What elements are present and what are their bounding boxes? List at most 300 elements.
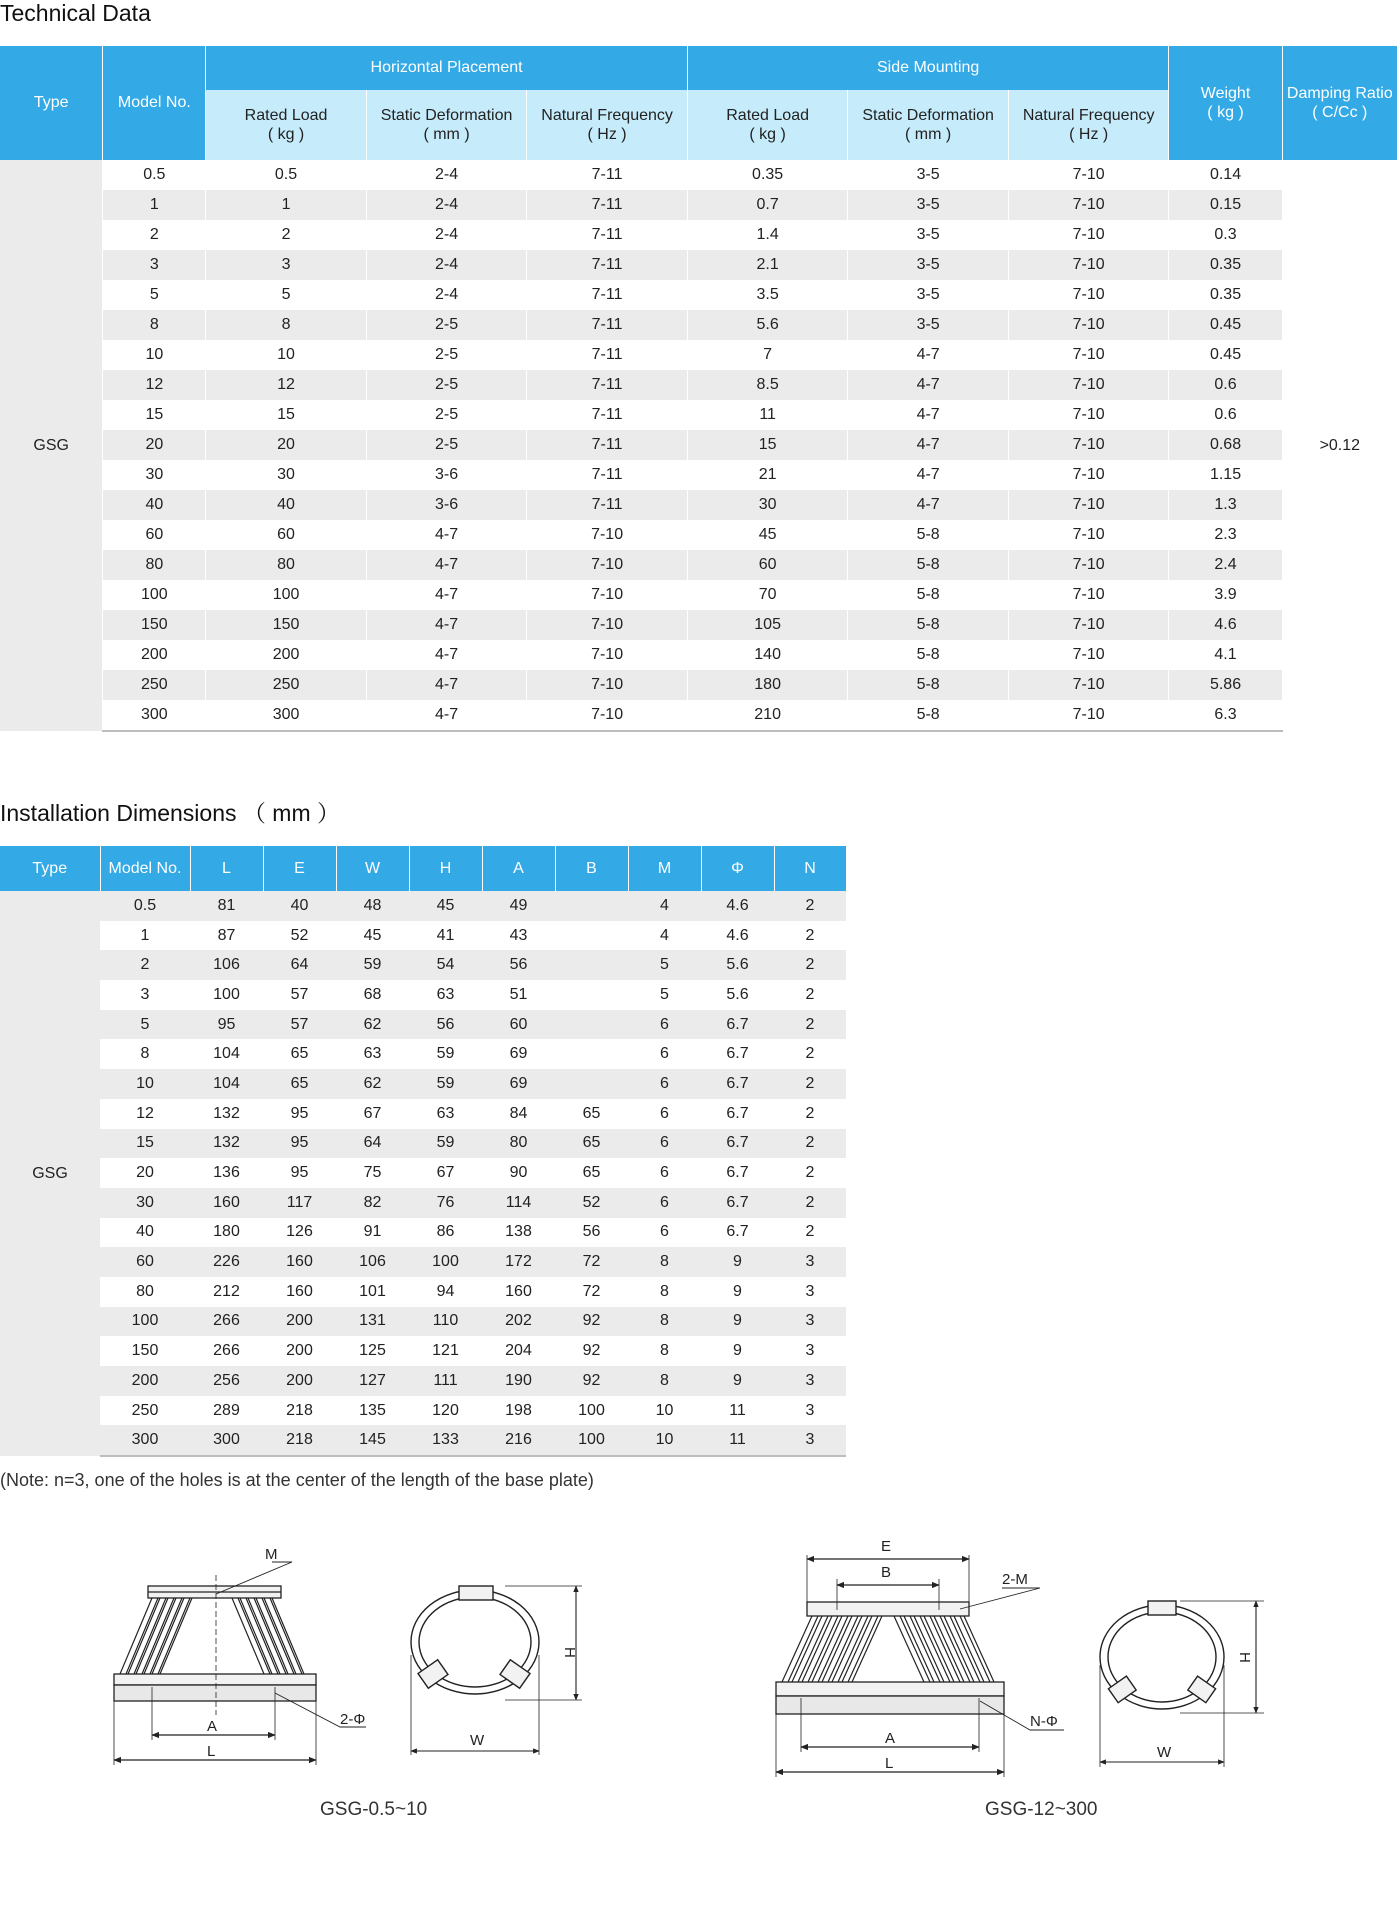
table-cell: 5-8 bbox=[848, 640, 1009, 670]
table-cell: 5-8 bbox=[848, 700, 1009, 731]
table-cell: 2-4 bbox=[366, 250, 527, 280]
table-cell: 250 bbox=[131, 1401, 159, 1419]
table-cell: 5 bbox=[660, 985, 669, 1003]
table-cell: 40 bbox=[206, 490, 367, 520]
table-cell: 30 bbox=[687, 490, 848, 520]
table-cell: 121 bbox=[432, 1342, 459, 1360]
table-cell: 5-8 bbox=[848, 610, 1009, 640]
technical-data-table bbox=[0, 46, 1398, 732]
col-model: Model No. bbox=[103, 46, 206, 160]
table-cell: 80 bbox=[206, 550, 367, 580]
installation-header-row bbox=[0, 846, 846, 891]
table-cell: 3 bbox=[774, 1307, 846, 1337]
table-cell: 56 bbox=[582, 1223, 601, 1241]
table-cell: 101 bbox=[359, 1282, 386, 1300]
column-header: B bbox=[555, 846, 628, 891]
large-label-m: 2-M bbox=[1002, 1571, 1028, 1588]
table-cell bbox=[555, 921, 628, 951]
table-cell: 45 bbox=[409, 891, 482, 921]
table-row bbox=[0, 520, 1398, 550]
table-cell: 2 bbox=[774, 1069, 846, 1099]
table-cell: 4.6 bbox=[701, 891, 774, 921]
table-cell: 15 bbox=[206, 400, 367, 430]
table-cell: 0.35 bbox=[687, 160, 848, 190]
table-cell: 65 bbox=[582, 1164, 601, 1182]
table-cell: 2.4 bbox=[1169, 550, 1282, 580]
table-cell: 4.6 bbox=[726, 926, 749, 944]
table-cell: 68 bbox=[363, 985, 382, 1003]
table-cell: 67 bbox=[436, 1164, 455, 1182]
table-cell: 10 bbox=[628, 1425, 701, 1456]
table-cell: 4-7 bbox=[848, 370, 1009, 400]
table-cell: 9 bbox=[701, 1307, 774, 1337]
table-row bbox=[0, 1247, 846, 1277]
table-cell: 4-7 bbox=[848, 400, 1009, 430]
column-header: A bbox=[482, 846, 555, 891]
table-cell: 8 bbox=[103, 310, 206, 340]
table-cell: 6.7 bbox=[701, 1129, 774, 1159]
table-cell: 5.6 bbox=[701, 950, 774, 980]
table-cell: 7-10 bbox=[1008, 520, 1169, 550]
table-cell: 7-10 bbox=[1008, 460, 1169, 490]
table-cell: 57 bbox=[290, 985, 309, 1003]
table-cell: 4.1 bbox=[1169, 640, 1282, 670]
table-cell: 8 bbox=[628, 1247, 701, 1277]
column-header: E bbox=[263, 846, 336, 891]
table-cell: 7-10 bbox=[1008, 250, 1169, 280]
table-cell: 2.1 bbox=[687, 250, 848, 280]
table-cell: 6 bbox=[628, 1129, 701, 1159]
table-cell: 7-10 bbox=[527, 640, 688, 670]
table-cell: 3 bbox=[805, 1342, 815, 1360]
table-row bbox=[0, 891, 846, 921]
table-cell: 4-7 bbox=[366, 550, 527, 580]
table-cell: 8 bbox=[628, 1307, 701, 1337]
table-cell: 12 bbox=[206, 370, 367, 400]
table-cell: 1.4 bbox=[687, 220, 848, 250]
table-cell: 80 bbox=[136, 1282, 154, 1300]
small-mount-front-view bbox=[114, 1562, 366, 1765]
column-header: M bbox=[628, 846, 701, 891]
table-cell: 300 bbox=[103, 700, 206, 731]
table-cell: 65 bbox=[290, 1045, 309, 1063]
small-label-m: M bbox=[265, 1546, 278, 1563]
table-cell: 2-5 bbox=[366, 310, 527, 340]
table-row bbox=[0, 1277, 846, 1307]
table-cell: 3-5 bbox=[848, 160, 1009, 190]
table-cell: 60 bbox=[206, 520, 367, 550]
table-row bbox=[0, 310, 1398, 340]
table-cell: 4-7 bbox=[366, 520, 527, 550]
group-side: Side Mounting bbox=[687, 46, 1169, 90]
table-cell: 60 bbox=[103, 520, 206, 550]
table-cell: 5-8 bbox=[848, 520, 1009, 550]
table-cell: 266 bbox=[213, 1342, 240, 1360]
table-cell: 7-11 bbox=[527, 250, 688, 280]
table-cell: 289 bbox=[213, 1401, 240, 1419]
table-cell: 15 bbox=[103, 400, 206, 430]
table-cell: 7-10 bbox=[527, 550, 688, 580]
table-cell: 0.68 bbox=[1169, 430, 1282, 460]
table-row bbox=[0, 370, 1398, 400]
table-cell: 7-10 bbox=[1008, 400, 1169, 430]
table-cell: 131 bbox=[336, 1307, 409, 1337]
table-cell: 40 bbox=[263, 891, 336, 921]
small-mount-side-view bbox=[411, 1586, 582, 1755]
table-cell: 65 bbox=[555, 1129, 628, 1159]
table-row bbox=[0, 490, 1398, 520]
table-cell: 266 bbox=[190, 1307, 263, 1337]
table-cell: 4 bbox=[660, 926, 669, 944]
table-cell: 62 bbox=[336, 1010, 409, 1040]
table-cell: 104 bbox=[190, 1069, 263, 1099]
table-cell: 100 bbox=[100, 1307, 190, 1337]
table-cell bbox=[555, 980, 628, 1010]
table-cell: 250 bbox=[103, 670, 206, 700]
large-label-b: B bbox=[881, 1564, 892, 1581]
table-cell: 10 bbox=[655, 1401, 674, 1419]
table-cell: 2 bbox=[774, 891, 846, 921]
table-cell: 95 bbox=[263, 1129, 336, 1159]
table-cell: 0.35 bbox=[1169, 280, 1282, 310]
table-cell: 3-6 bbox=[366, 490, 527, 520]
table-cell: 7-11 bbox=[527, 490, 688, 520]
table-cell: 138 bbox=[505, 1223, 532, 1241]
table-cell: 7-10 bbox=[1008, 280, 1169, 310]
table-cell: 4-7 bbox=[366, 640, 527, 670]
table-cell: 2-4 bbox=[366, 220, 527, 250]
table-cell: 92 bbox=[582, 1342, 601, 1360]
table-cell: 67 bbox=[363, 1104, 382, 1122]
table-cell: 5 bbox=[100, 1010, 190, 1040]
table-cell: 2-5 bbox=[366, 400, 527, 430]
table-cell: 80 bbox=[103, 550, 206, 580]
table-cell: 0.14 bbox=[1169, 160, 1282, 190]
table-row bbox=[0, 700, 1398, 731]
table-cell: 190 bbox=[482, 1366, 555, 1396]
table-cell: 12 bbox=[136, 1104, 154, 1122]
table-cell: 106 bbox=[336, 1247, 409, 1277]
table-cell: 30 bbox=[100, 1188, 190, 1218]
table-cell: 84 bbox=[509, 1104, 528, 1122]
table-cell bbox=[555, 1069, 628, 1099]
table-cell: 256 bbox=[190, 1366, 263, 1396]
small-mount-caption: GSG-0.5~10 bbox=[320, 1799, 428, 1820]
table-cell: 9 bbox=[733, 1282, 742, 1300]
small-label-phi: 2-Φ bbox=[340, 1711, 366, 1728]
table-cell: 60 bbox=[482, 1010, 555, 1040]
table-cell: 2 bbox=[805, 1104, 815, 1122]
table-cell: 3-5 bbox=[848, 190, 1009, 220]
table-cell: 7-10 bbox=[1008, 550, 1169, 580]
table-cell: 2 bbox=[100, 950, 190, 980]
table-cell: 7-11 bbox=[527, 430, 688, 460]
table-cell: 7 bbox=[687, 340, 848, 370]
table-cell: 200 bbox=[103, 640, 206, 670]
table-cell: 7-10 bbox=[1008, 700, 1169, 731]
table-cell: 60 bbox=[687, 550, 848, 580]
table-row bbox=[0, 1307, 846, 1337]
table-cell: 3.5 bbox=[687, 280, 848, 310]
table-row bbox=[0, 980, 846, 1010]
table-cell: 5 bbox=[206, 280, 367, 310]
table-cell: 0.45 bbox=[1169, 310, 1282, 340]
table-cell: 11 bbox=[729, 1401, 746, 1419]
table-cell: 21 bbox=[687, 460, 848, 490]
table-cell: 0.5 bbox=[103, 160, 206, 190]
table-cell: 7-10 bbox=[1008, 490, 1169, 520]
table-cell: 0.3 bbox=[1169, 220, 1282, 250]
table-cell: 52 bbox=[555, 1188, 628, 1218]
table-cell: 2-5 bbox=[366, 370, 527, 400]
table-cell: 2-4 bbox=[366, 160, 527, 190]
table-cell: 8 bbox=[660, 1342, 669, 1360]
table-cell: 106 bbox=[190, 950, 263, 980]
table-cell: 95 bbox=[290, 1104, 309, 1122]
table-cell: 4-7 bbox=[366, 670, 527, 700]
table-cell: 7-10 bbox=[1008, 190, 1169, 220]
table-cell: 3 bbox=[774, 1247, 846, 1277]
table-cell: 0.15 bbox=[1169, 190, 1282, 220]
installation-note: (Note: n=3, one of the holes is at the center of the length of the base plate) bbox=[0, 1470, 594, 1490]
table-cell: 2 bbox=[805, 926, 815, 944]
table-row bbox=[0, 1010, 846, 1040]
table-cell: 65 bbox=[263, 1069, 336, 1099]
column-header: Φ bbox=[701, 846, 774, 891]
table-cell: 86 bbox=[436, 1223, 455, 1241]
table-cell: 100 bbox=[103, 580, 206, 610]
large-mount-caption: GSG-12~300 bbox=[985, 1799, 1098, 1820]
table-cell: 81 bbox=[190, 891, 263, 921]
table-cell: 12 bbox=[103, 370, 206, 400]
table-cell: 3 bbox=[140, 985, 150, 1003]
table-cell: 7-10 bbox=[527, 700, 688, 731]
table-cell: 91 bbox=[363, 1223, 382, 1241]
col-s-rated-load: Rated Load ( kg ) bbox=[687, 90, 848, 160]
table-cell: 6 bbox=[628, 1010, 701, 1040]
table-cell: 62 bbox=[336, 1069, 409, 1099]
table-cell: 63 bbox=[363, 1045, 382, 1063]
table-cell: 4.6 bbox=[1169, 610, 1282, 640]
table-cell: 11 bbox=[687, 400, 848, 430]
table-cell: 5 bbox=[103, 280, 206, 310]
table-cell: 72 bbox=[555, 1247, 628, 1277]
large-label-l: L bbox=[885, 1755, 894, 1772]
installation-dimension-rows bbox=[0, 891, 846, 1456]
table-cell: 82 bbox=[336, 1188, 409, 1218]
table-cell: 150 bbox=[206, 610, 367, 640]
table-cell: 7-10 bbox=[527, 610, 688, 640]
table-cell: 180 bbox=[687, 670, 848, 700]
table-cell: 132 bbox=[213, 1104, 240, 1122]
table-cell: 2 bbox=[774, 1188, 846, 1218]
table-cell bbox=[555, 891, 628, 921]
table-cell: 6.7 bbox=[701, 1188, 774, 1218]
col-h-natural-frequency: Natural Frequency ( Hz ) bbox=[527, 90, 688, 160]
table-cell: 126 bbox=[286, 1223, 313, 1241]
table-cell: 100 bbox=[206, 580, 367, 610]
table-cell: 7-11 bbox=[527, 340, 688, 370]
table-cell: 59 bbox=[436, 1045, 455, 1063]
table-cell: 4-7 bbox=[848, 490, 1009, 520]
table-cell: 172 bbox=[482, 1247, 555, 1277]
table-cell: 20 bbox=[103, 430, 206, 460]
table-cell: 110 bbox=[409, 1307, 482, 1337]
table-cell: 3 bbox=[805, 1401, 815, 1419]
table-cell: 210 bbox=[687, 700, 848, 731]
table-cell: 65 bbox=[582, 1104, 601, 1122]
table-cell: 7-11 bbox=[527, 310, 688, 340]
table-cell: 6 bbox=[660, 1104, 669, 1122]
table-cell: 9 bbox=[701, 1366, 774, 1396]
installation-drawings bbox=[0, 1515, 1400, 1805]
table-cell: 6.7 bbox=[726, 1164, 749, 1182]
large-mount-front-view bbox=[776, 1555, 1064, 1777]
table-cell: 95 bbox=[290, 1164, 309, 1182]
col-s-static-deformation: Static Deformation ( mm ) bbox=[848, 90, 1009, 160]
table-cell: 200 bbox=[100, 1366, 190, 1396]
table-row bbox=[0, 340, 1398, 370]
installation-dimensions-table bbox=[0, 846, 847, 1457]
table-cell: 7-11 bbox=[527, 160, 688, 190]
table-cell: 10 bbox=[206, 340, 367, 370]
table-cell: 150 bbox=[103, 610, 206, 640]
table-cell: 92 bbox=[555, 1307, 628, 1337]
table-cell: 72 bbox=[582, 1282, 601, 1300]
table-cell: 7-11 bbox=[527, 280, 688, 310]
table-cell: 202 bbox=[482, 1307, 555, 1337]
table-row bbox=[0, 400, 1398, 430]
table-cell: 87 bbox=[217, 926, 236, 944]
table-cell: 9 bbox=[733, 1342, 742, 1360]
table-cell: 3-5 bbox=[848, 250, 1009, 280]
column-header: H bbox=[409, 846, 482, 891]
table-cell: 9 bbox=[701, 1247, 774, 1277]
table-row bbox=[0, 1039, 846, 1069]
table-cell: 43 bbox=[509, 926, 528, 944]
table-cell: 56 bbox=[482, 950, 555, 980]
table-row bbox=[0, 460, 1398, 490]
table-cell: 218 bbox=[263, 1425, 336, 1456]
table-cell: 6.7 bbox=[726, 1045, 749, 1063]
table-cell: 75 bbox=[363, 1164, 382, 1182]
table-row bbox=[0, 1396, 846, 1426]
table-cell: 100 bbox=[409, 1247, 482, 1277]
col-weight: Weight ( kg ) bbox=[1169, 46, 1282, 160]
table-cell: 3-5 bbox=[848, 280, 1009, 310]
table-cell: 7-10 bbox=[1008, 160, 1169, 190]
table-cell: 5.6 bbox=[687, 310, 848, 340]
table-cell: 7-10 bbox=[1008, 370, 1169, 400]
table-cell: 160 bbox=[263, 1247, 336, 1277]
table-cell: 56 bbox=[409, 1010, 482, 1040]
table-row bbox=[0, 1218, 846, 1248]
table-cell: 40 bbox=[103, 490, 206, 520]
table-cell: 1 bbox=[140, 926, 150, 944]
table-cell: 6 bbox=[628, 1069, 701, 1099]
table-row bbox=[0, 1158, 846, 1188]
table-cell: 4-7 bbox=[848, 430, 1009, 460]
table-cell: 226 bbox=[190, 1247, 263, 1277]
table-row bbox=[0, 1099, 846, 1129]
table-cell: 1.15 bbox=[1169, 460, 1282, 490]
table-cell: 6 bbox=[628, 1188, 701, 1218]
table-row bbox=[0, 1336, 846, 1366]
table-cell: 7-10 bbox=[1008, 640, 1169, 670]
column-header: W bbox=[336, 846, 409, 891]
table-cell: 4-7 bbox=[366, 610, 527, 640]
table-cell: 2-5 bbox=[366, 340, 527, 370]
table-cell: 132 bbox=[190, 1129, 263, 1159]
table-cell: 6.7 bbox=[726, 1104, 749, 1122]
table-cell: 216 bbox=[482, 1425, 555, 1456]
table-cell: 2 bbox=[774, 1010, 846, 1040]
table-cell: 100 bbox=[578, 1401, 605, 1419]
table-cell: 2 bbox=[805, 985, 815, 1003]
table-cell: 7-10 bbox=[1008, 610, 1169, 640]
table-cell: 3 bbox=[774, 1425, 846, 1456]
table-cell: 4-7 bbox=[848, 340, 1009, 370]
table-cell: 104 bbox=[213, 1045, 240, 1063]
table-cell: 40 bbox=[136, 1223, 154, 1241]
table-cell: 160 bbox=[505, 1282, 532, 1300]
technical-data-title: Technical Data bbox=[0, 0, 151, 26]
table-cell: 90 bbox=[509, 1164, 528, 1182]
table-cell: 64 bbox=[263, 950, 336, 980]
table-cell: 105 bbox=[687, 610, 848, 640]
table-cell: 30 bbox=[103, 460, 206, 490]
table-cell: 160 bbox=[286, 1282, 313, 1300]
table-cell: 2.3 bbox=[1169, 520, 1282, 550]
table-cell: 7-11 bbox=[527, 460, 688, 490]
table-cell: 111 bbox=[409, 1366, 482, 1396]
type-cell: GSG bbox=[0, 891, 100, 1456]
table-cell: 2 bbox=[805, 1223, 815, 1241]
col-s-natural-frequency: Natural Frequency ( Hz ) bbox=[1008, 90, 1169, 160]
table-cell: 300 bbox=[206, 700, 367, 731]
table-cell: 200 bbox=[286, 1342, 313, 1360]
table-cell: 8 bbox=[206, 310, 367, 340]
table-row bbox=[0, 610, 1398, 640]
table-cell bbox=[555, 1010, 628, 1040]
table-cell: 15 bbox=[687, 430, 848, 460]
table-cell: 54 bbox=[409, 950, 482, 980]
table-cell: 2 bbox=[774, 1129, 846, 1159]
table-cell: 1 bbox=[206, 190, 367, 220]
large-mount-side-view bbox=[1100, 1601, 1264, 1767]
table-cell: 300 bbox=[190, 1425, 263, 1456]
large-label-h: H bbox=[1236, 1652, 1253, 1663]
table-row bbox=[0, 1425, 846, 1456]
table-cell: 92 bbox=[555, 1366, 628, 1396]
small-label-w: W bbox=[470, 1732, 485, 1749]
table-cell: 2 bbox=[805, 1164, 815, 1182]
table-cell: 3 bbox=[206, 250, 367, 280]
table-cell: 3-5 bbox=[848, 220, 1009, 250]
table-cell: 7-11 bbox=[527, 190, 688, 220]
table-row bbox=[0, 430, 1398, 460]
table-cell: 7-10 bbox=[527, 670, 688, 700]
table-cell bbox=[555, 950, 628, 980]
table-cell: 3-6 bbox=[366, 460, 527, 490]
table-cell: 0.35 bbox=[1169, 250, 1282, 280]
table-cell: 150 bbox=[131, 1342, 159, 1360]
table-cell: 64 bbox=[336, 1129, 409, 1159]
table-cell: 0.5 bbox=[100, 891, 190, 921]
table-cell: 125 bbox=[359, 1342, 386, 1360]
table-cell: 1 bbox=[103, 190, 206, 220]
table-row bbox=[0, 220, 1398, 250]
